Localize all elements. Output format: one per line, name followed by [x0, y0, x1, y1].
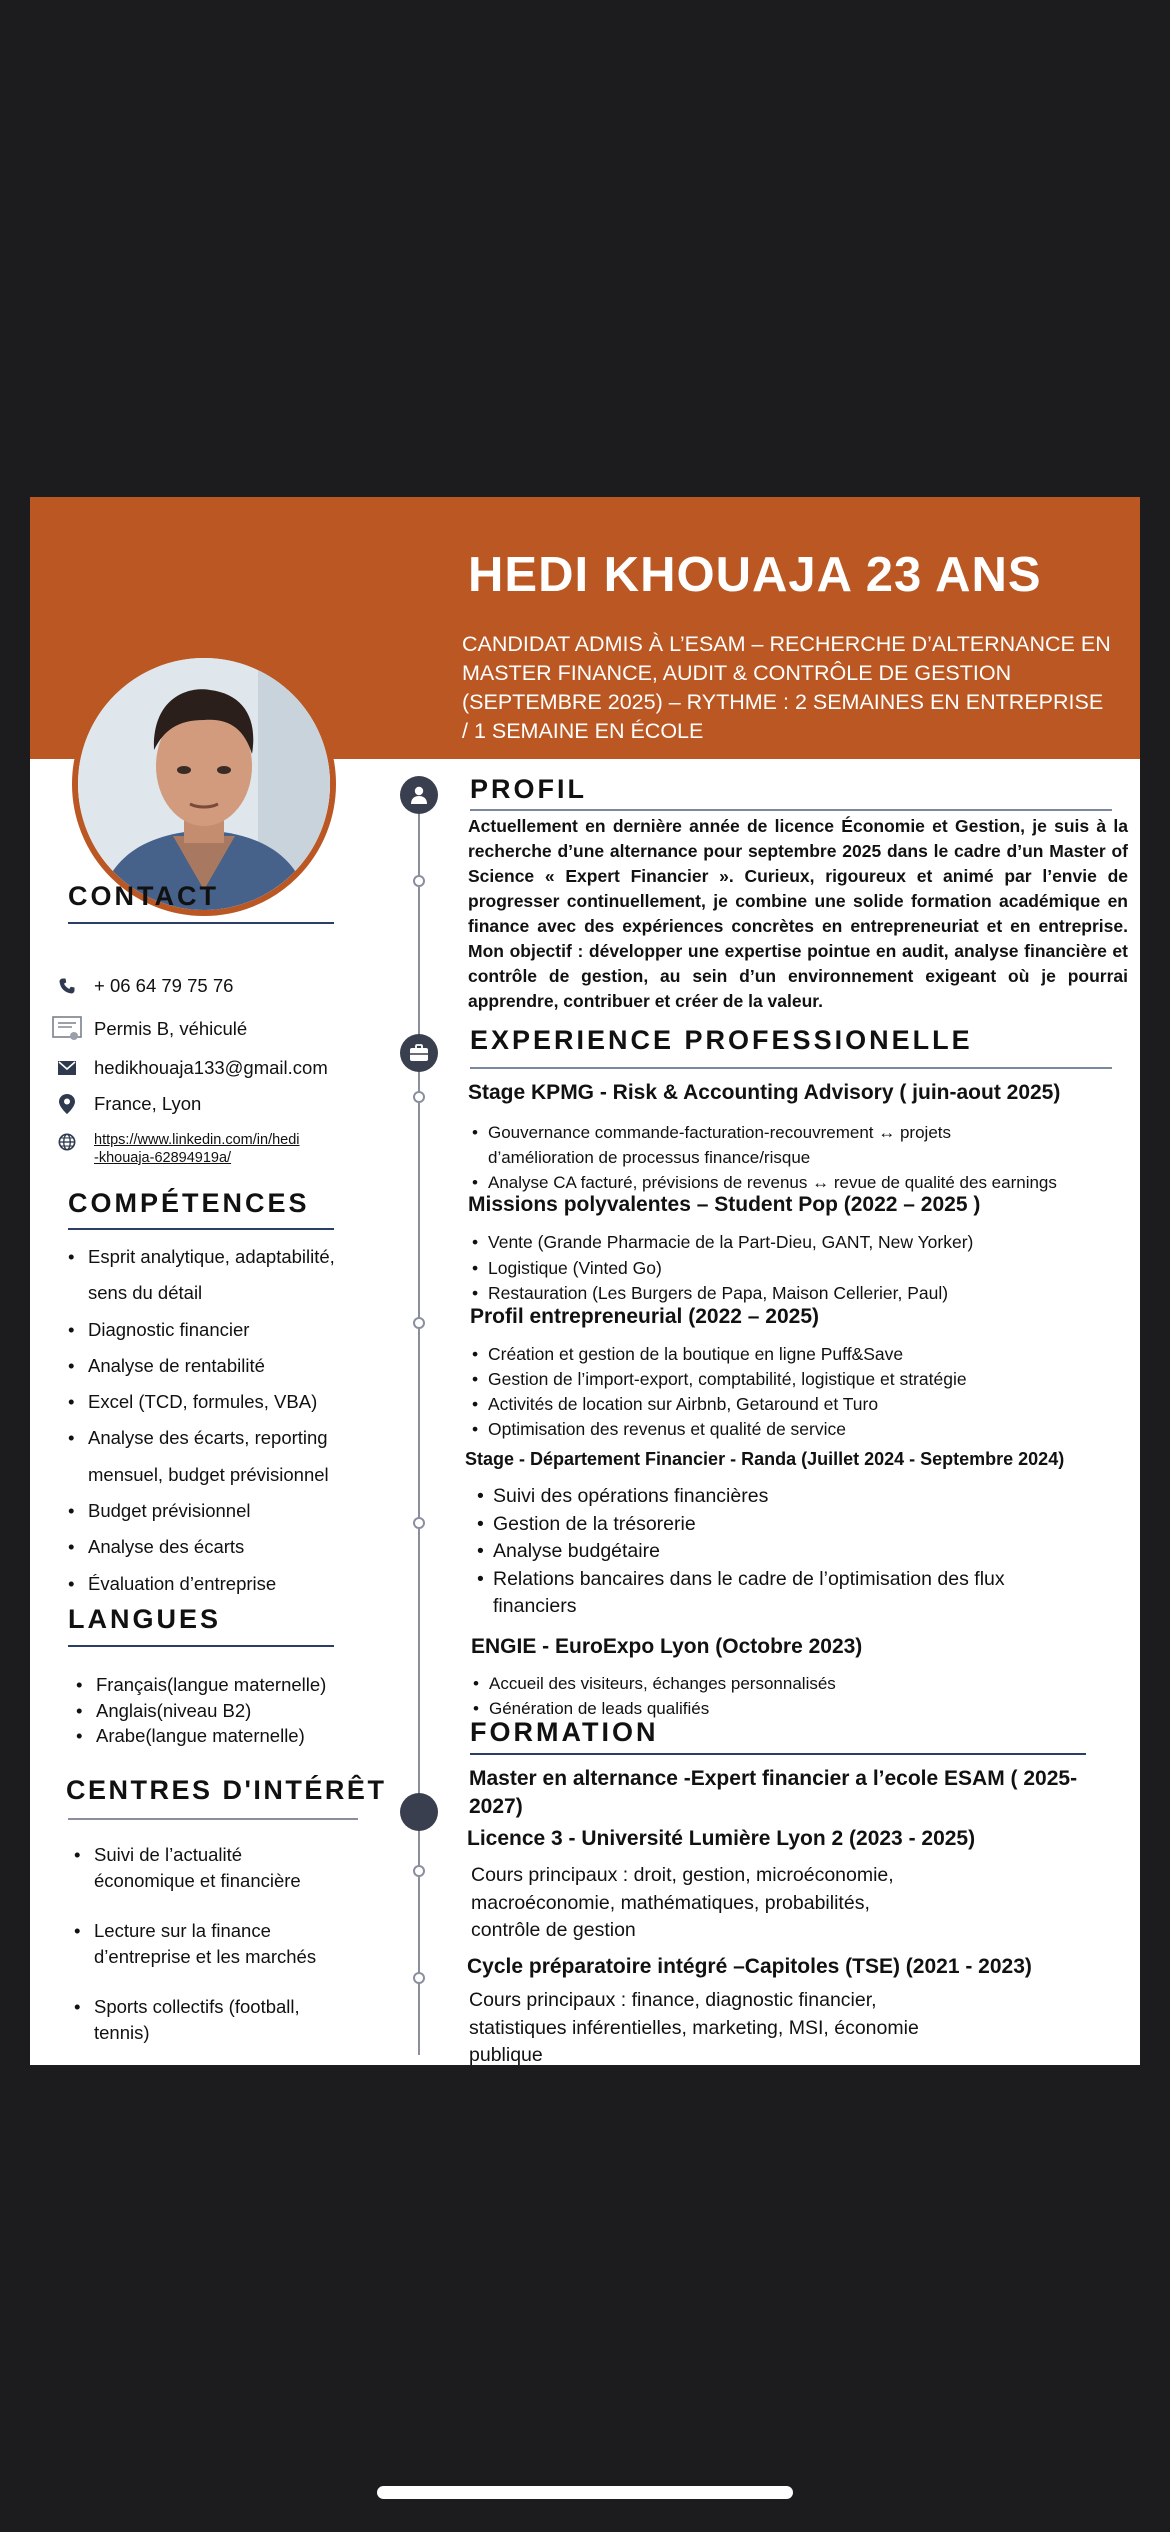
- education-master-line: Master en alternance -Expert financier a l’ecole ESAM ( 2025-: [469, 1767, 1078, 1790]
- education-cycle-courses: [469, 1987, 919, 2065]
- profile-divider: [470, 809, 1112, 811]
- profile-user-icon: [400, 776, 438, 814]
- interest-line: Sports collectifs (football,: [94, 1996, 300, 2017]
- timeline-dot: [413, 1517, 425, 1529]
- education-master: [469, 1765, 1077, 1821]
- interest-line: économique et financière: [94, 1869, 301, 1891]
- course-line: contrôle de gestion: [471, 1919, 636, 1941]
- certificate-icon: [52, 1015, 82, 1043]
- timeline-dot: [413, 1972, 425, 1984]
- skill-item: • Analyse des écarts, reporting: [88, 1420, 335, 1456]
- languages-divider: [68, 1645, 334, 1647]
- skills-heading: COMPÉTENCES: [68, 1188, 310, 1218]
- skills-list: [88, 1239, 335, 1602]
- experience-item: • Relations bancaires dans le cadre de l’optimisation des flux: [493, 1566, 1103, 1594]
- experience-item: • Optimisation des revenus et qualité de service: [488, 1417, 967, 1442]
- course-line: Cours principaux : finance, diagnostic financier,: [469, 1989, 877, 2011]
- experience-engie-list: [489, 1671, 836, 1721]
- email-address[interactable]: hedikhouaja133@gmail.com: [94, 1057, 328, 1078]
- course-line: Cours principaux : droit, gestion, microéconomie,: [471, 1864, 894, 1886]
- linkedin-link[interactable]: [94, 1131, 300, 1167]
- linkedin-link-line2: -khouaja-62894919a/: [94, 1150, 232, 1166]
- experience-missions-title: Missions polyvalentes – Student Pop (2022 – 2025 ): [468, 1193, 981, 1216]
- phone-icon: [52, 977, 82, 995]
- candidate-subtitle: CANDIDAT ADMIS À L’ESAM – RECHERCHE D’ALTERNANCE EN MASTER FINANCE, AUDIT & CONTRÔLE DE GESTION (SEPTEMBRE 2025) – RYTHME : 2 SEMAINES EN ENTREPRISE / 1 SEMAINE EN ÉCOLE: [462, 632, 1111, 743]
- language-item: • Arabe(langue maternelle): [96, 1723, 326, 1749]
- timeline-dot: [413, 1317, 425, 1329]
- skill-item: • Excel (TCD, formules, VBA): [88, 1384, 335, 1420]
- timeline-dot: [413, 875, 425, 887]
- experience-item: • Gestion de l’import-export, comptabilité, logistique et stratégie: [488, 1367, 967, 1392]
- linkedin-link-line1: https://www.linkedin.com/in/hedi: [94, 1132, 300, 1148]
- experience-entrepreneur-list: [488, 1342, 967, 1442]
- experience-item: • Génération de leads qualifiés: [489, 1696, 836, 1721]
- contact-heading: CONTACT: [68, 881, 219, 911]
- skill-item: • Diagnostic financier: [88, 1312, 335, 1348]
- interests-list: [94, 1842, 316, 2045]
- profile-summary: Actuellement en dernière année de licence Économie et Gestion, je suis à la recherche d’une alternance pour septembre 2025 dans le cadre d’un Master of Science « Expert Financier ». Curieux, rigoureux et animé par l’envie de progresser continuellement, je combine une solide formation académique en finance avec des expériences concrètes en entrepreneuriat et en entreprise. Mon objectif : développer une expertise pointue en audit, analyse financière et contrôle de gestion, au sein d’un environnement exigeant où je pourrai apprendre, contribuer et créer de la valeur.: [468, 816, 1128, 1011]
- interest-line: d’entreprise et les marchés: [94, 1945, 317, 1967]
- experience-item-continuation: d’amélioration de processus finance/risque: [488, 1148, 811, 1167]
- experience-item: • Restauration (Les Burgers de Papa, Maison Cellerier, Paul): [488, 1281, 973, 1307]
- location-text: France, Lyon: [94, 1093, 202, 1114]
- experience-item: • Création et gestion de la boutique en ligne Puff&Save: [488, 1342, 967, 1367]
- contact-divider: [68, 922, 334, 924]
- interest-line: Lecture sur la finance: [94, 1920, 271, 1941]
- interest-line: tennis): [94, 2021, 150, 2043]
- experience-item: • Activités de location sur Airbnb, Getaround et Turo: [488, 1392, 967, 1417]
- interests-heading: CENTRES D'INTÉRÊT: [66, 1775, 387, 1805]
- course-line: statistiques inférentielles, marketing, MSI, économie: [469, 2016, 919, 2039]
- skill-item: • Analyse des écarts: [88, 1529, 335, 1565]
- contact-licence-row: [52, 1015, 247, 1043]
- experience-item: • Gestion de la trésorerie: [493, 1511, 1103, 1539]
- language-item: • Anglais(niveau B2): [96, 1698, 326, 1724]
- language-item: • Français(langue maternelle): [96, 1672, 326, 1698]
- experience-item-continuation: financiers: [493, 1595, 577, 1617]
- timeline-dot: [413, 1091, 425, 1103]
- experience-kpmg-title: Stage KPMG - Risk & Accounting Advisory ( juin-aout 2025): [468, 1081, 1061, 1104]
- experience-item: • Gouvernance commande-facturation-recouvrement ↔ projets: [488, 1120, 1057, 1145]
- interest-line: Suivi de l’actualité: [94, 1844, 243, 1865]
- skill-item: • Budget prévisionnel: [88, 1493, 335, 1529]
- contact-location-row: [52, 1093, 201, 1115]
- experience-item: • Suivi des opérations financières: [493, 1483, 1103, 1511]
- skill-item: • Esprit analytique, adaptabilité,: [88, 1239, 335, 1275]
- phone-number[interactable]: + 06 64 79 75 76: [94, 975, 234, 996]
- experience-kpmg-list: [488, 1120, 1057, 1195]
- experience-divider: [470, 1067, 1112, 1069]
- globe-icon: [52, 1133, 82, 1151]
- email-icon: [52, 1061, 82, 1075]
- experience-missions-list: [488, 1230, 973, 1307]
- driving-licence: Permis B, véhiculé: [94, 1018, 248, 1039]
- education-licence-title: Licence 3 - Université Lumière Lyon 2 (2023 - 2025): [467, 1827, 976, 1850]
- candidate-name: HEDI KHOUAJA 23 ANS: [468, 548, 1042, 602]
- interest-item: [94, 1994, 316, 2045]
- experience-heading: EXPERIENCE PROFESSIONELLE: [470, 1025, 973, 1055]
- briefcase-icon: [400, 1034, 438, 1072]
- education-cycle-title: Cycle préparatoire intégré –Capitoles (TSE) (2021 - 2023): [467, 1955, 1032, 1978]
- resume-page: [30, 497, 1140, 2065]
- experience-randa-list: [493, 1483, 1103, 1621]
- skills-divider: [68, 1228, 334, 1230]
- experience-item: • Logistique (Vinted Go): [488, 1256, 973, 1282]
- skill-item-continuation: mensuel, budget prévisionnel: [88, 1463, 329, 1485]
- languages-list: [96, 1672, 326, 1749]
- education-heading: FORMATION: [470, 1717, 659, 1747]
- experience-engie-title: ENGIE - EuroExpo Lyon (Octobre 2023): [471, 1635, 863, 1658]
- home-indicator[interactable]: [377, 2486, 793, 2499]
- profile-photo: [72, 652, 336, 916]
- experience-item: • Analyse budgétaire: [493, 1538, 1103, 1566]
- contact-linkedin-row: [52, 1131, 300, 1167]
- experience-item: • Vente (Grande Pharmacie de la Part-Dieu, GANT, New Yorker): [488, 1230, 973, 1256]
- contact-email-row: [52, 1057, 328, 1079]
- timeline-dot: [413, 1865, 425, 1877]
- location-pin-icon: [52, 1094, 82, 1114]
- education-milestone-icon: [400, 1793, 438, 1831]
- profile-heading: PROFIL: [470, 774, 587, 804]
- skill-item: • Analyse de rentabilité: [88, 1348, 335, 1384]
- experience-randa-title: Stage - Département Financier - Randa (Juillet 2024 - Septembre 2024): [465, 1449, 1065, 1469]
- education-master-line: 2027): [469, 1795, 523, 1818]
- skill-item: • Évaluation d’entreprise: [88, 1566, 335, 1602]
- languages-heading: LANGUES: [68, 1604, 222, 1634]
- contact-phone-row: [52, 975, 233, 997]
- experience-entrepreneur-title: Profil entrepreneurial (2022 – 2025): [470, 1305, 819, 1328]
- interest-item: [94, 1842, 316, 1893]
- course-line: macroéconomie, mathématiques, probabilités,: [471, 1891, 870, 1914]
- experience-item: • Accueil des visiteurs, échanges personnalisés: [489, 1671, 836, 1696]
- experience-item: • Analyse CA facturé, prévisions de revenus ↔ revue de qualité des earnings: [488, 1170, 1057, 1195]
- education-licence-courses: [471, 1862, 894, 1945]
- course-line: publique: [469, 2044, 543, 2065]
- interests-divider: [68, 1818, 358, 1820]
- skill-item-continuation: sens du détail: [88, 1282, 203, 1304]
- interest-item: [94, 1918, 316, 1969]
- education-divider: [470, 1753, 1086, 1755]
